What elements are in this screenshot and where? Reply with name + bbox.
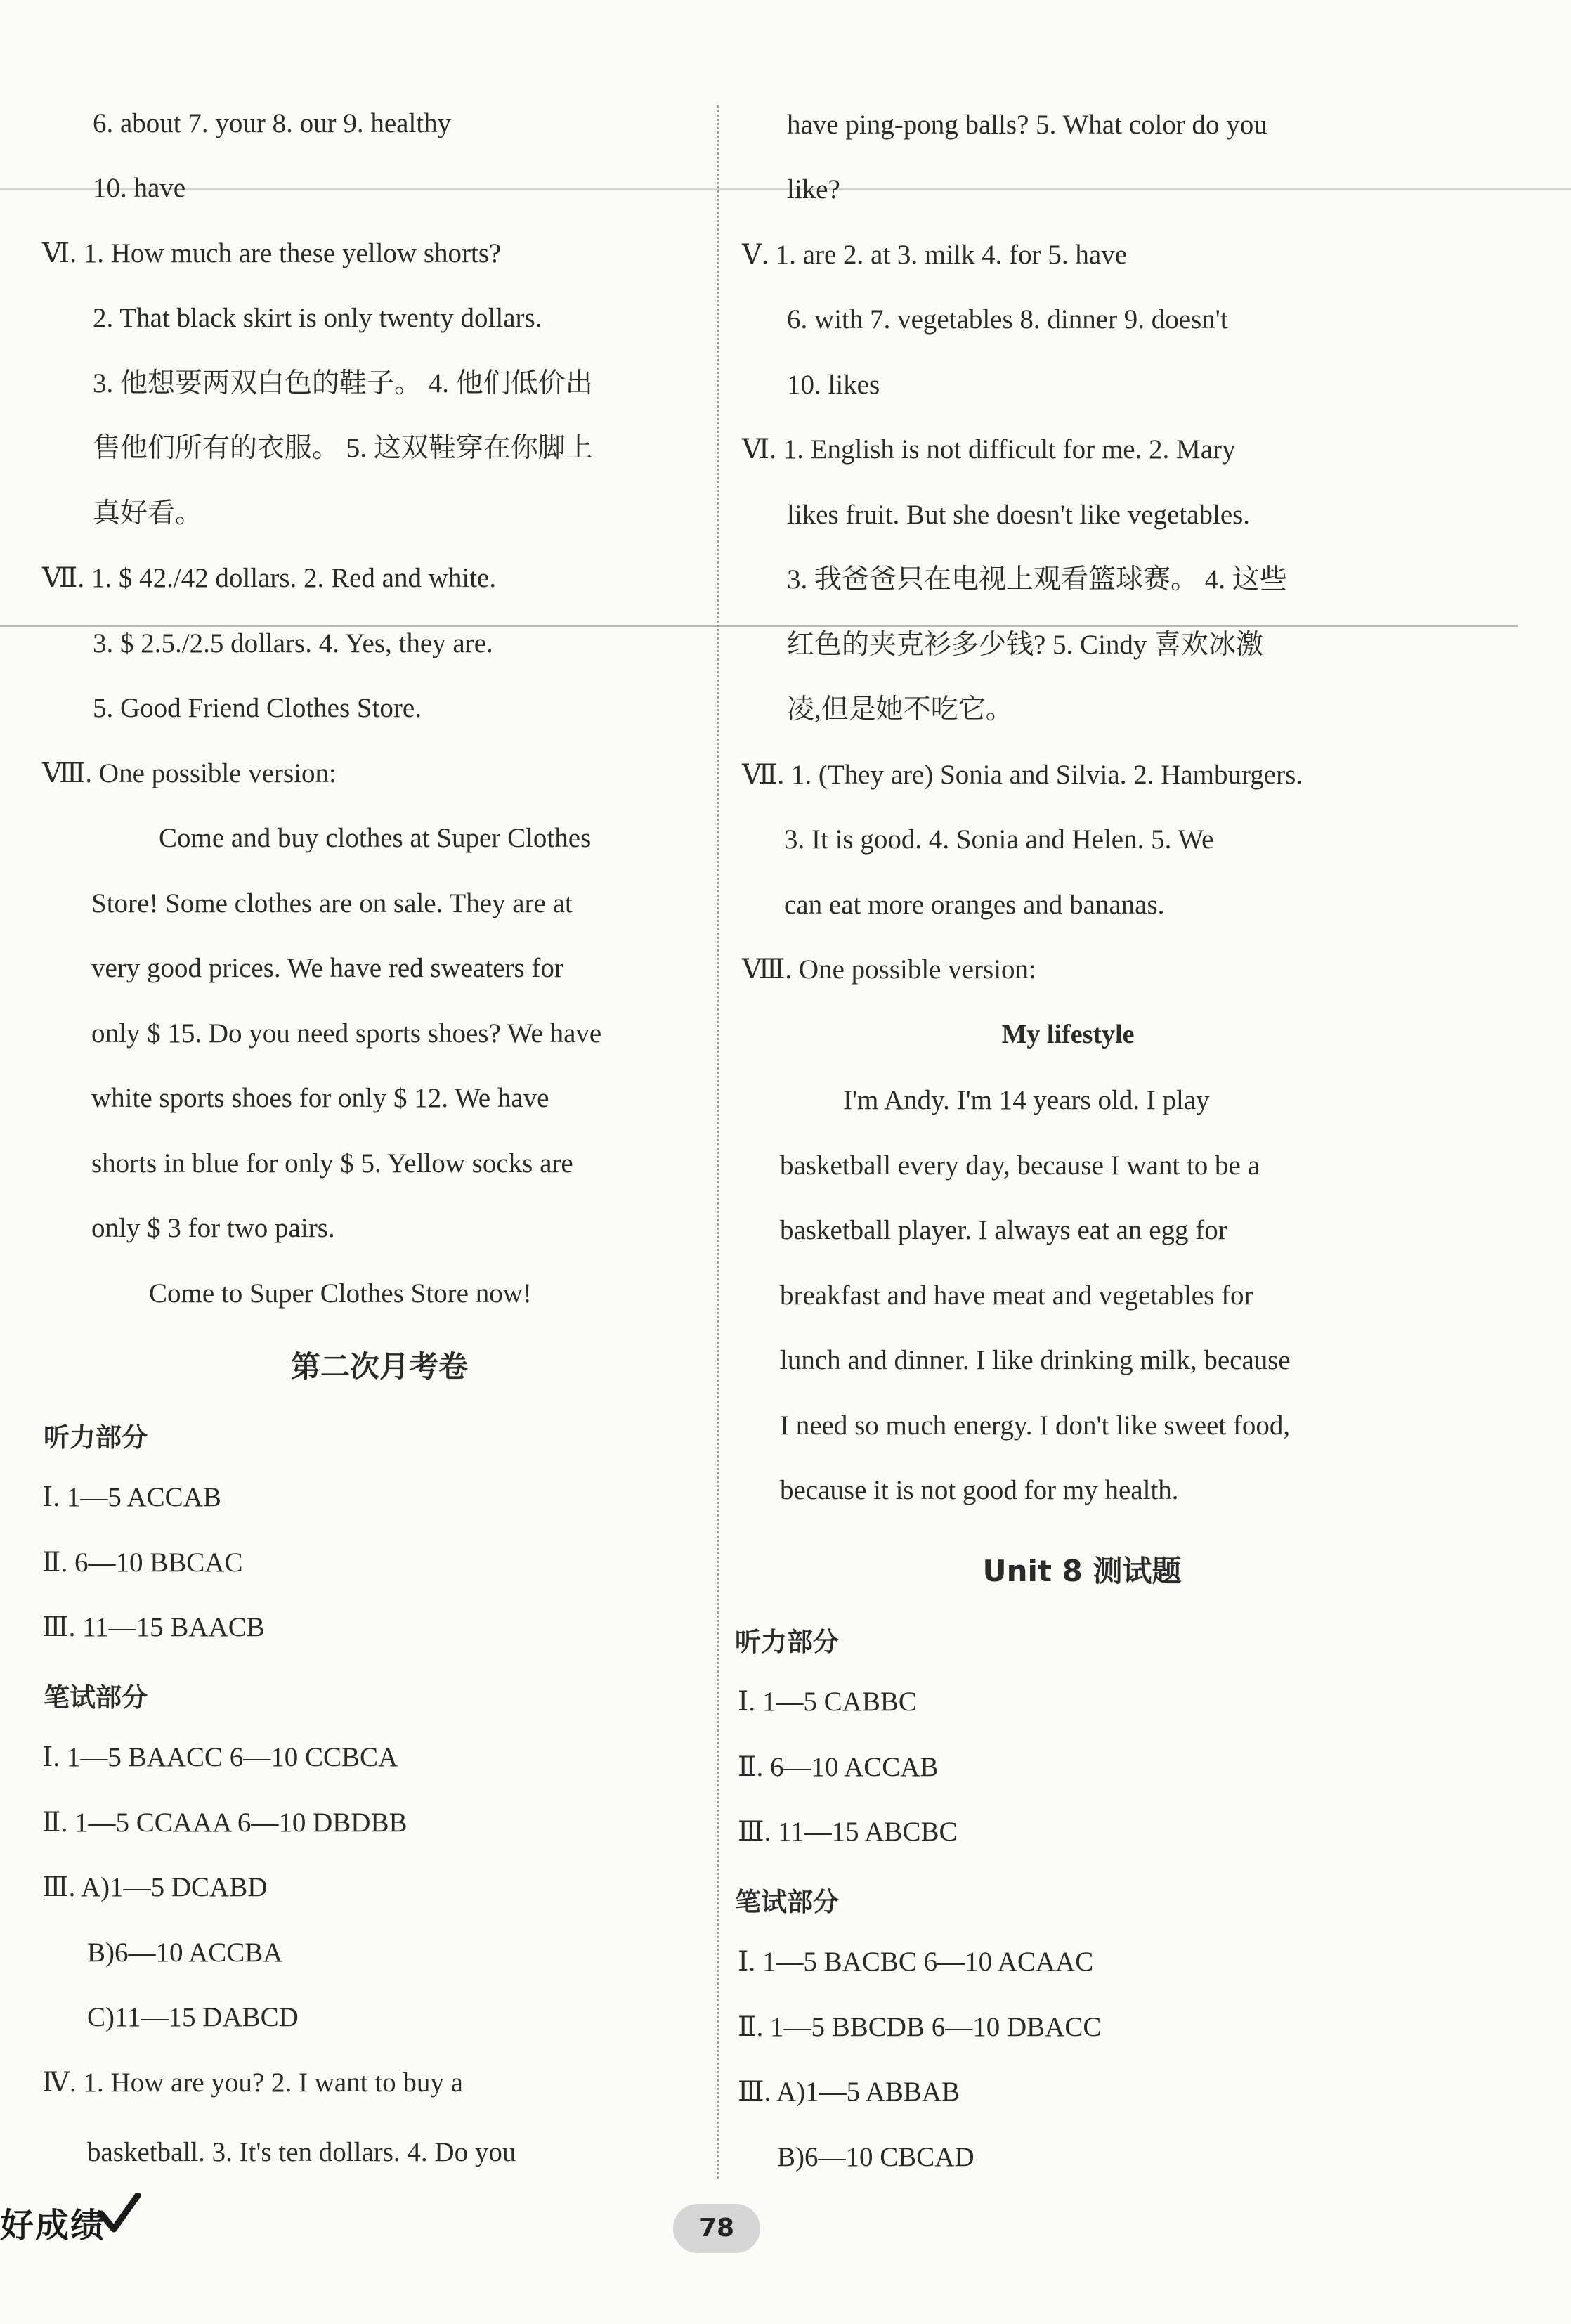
section-viii: Ⅷ. One possible version:	[42, 758, 337, 788]
answer-line: 3. $ 2.5./2.5 dollars. 4. Yes, they are.	[93, 628, 493, 658]
brand-logo-text: 好成绩	[0, 2206, 106, 2245]
answer-line: 售他们所有的衣服。 5. 这双鞋穿在你脚上	[93, 433, 593, 463]
checkmark-icon	[98, 2193, 141, 2235]
answer-line: Ⅲ. 11—15 BAACB	[42, 1612, 265, 1642]
section-v: Ⅴ. 1. are 2. at 3. milk 4. for 5. have	[742, 240, 1128, 270]
essay-line: Come and buy clothes at Super Clothes	[159, 823, 592, 853]
column-divider	[717, 105, 719, 2179]
answer-line: 6. with 7. vegetables 8. dinner 9. doesn't	[787, 304, 1228, 335]
answer-line: 3. 我爸爸只在电视上观看篮球赛。 4. 这些	[787, 564, 1287, 595]
answer-line: Ⅰ. 1—5 BACBC 6—10 ACAAC	[738, 1947, 1094, 1977]
writing-subheading: 笔试部分	[735, 1887, 839, 1917]
essay-line: I'm Andy. I'm 14 years old. I play	[843, 1085, 1210, 1115]
answer-line: 6. about 7. your 8. our 9. healthy	[93, 108, 452, 138]
answer-line: 3. It is good. 4. Sonia and Helen. 5. We	[784, 824, 1214, 855]
essay-closing: Come to Super Clothes Store now!	[149, 1278, 532, 1309]
answer-line: Ⅲ. A)1—5 DCABD	[42, 1872, 268, 1902]
answer-line: Ⅰ. 1—5 CABBC	[738, 1687, 917, 1717]
answer-line: 3. 他想要两双白色的鞋子。 4. 他们低价出	[93, 368, 593, 398]
answer-line: Ⅱ. 1—5 BBCDB 6—10 DBACC	[738, 2012, 1102, 2042]
section-iv: Ⅳ. 1. How are you? 2. I want to buy a	[42, 2067, 463, 2098]
listening-subheading: 听力部分	[44, 1422, 148, 1453]
essay-line: only $ 15. Do you need sports shoes? We have	[91, 1018, 602, 1049]
answer-line: B)6—10 CBCAD	[777, 2142, 974, 2172]
page-number: 78	[673, 2204, 760, 2253]
answer-line: 5. Good Friend Clothes Store.	[93, 693, 422, 723]
section-vii: Ⅶ. 1. (They are) Sonia and Silvia. 2. Hamburgers.	[742, 760, 1303, 790]
answer-line: Ⅱ. 1—5 CCAAA 6—10 DBDBB	[42, 1807, 408, 1838]
section-vi: Ⅵ. 1. English is not difficult for me. 2. Mary	[742, 434, 1236, 465]
essay-line: shorts in blue for only $ 5. Yellow socks are	[91, 1148, 573, 1179]
answer-line: like?	[787, 174, 840, 205]
essay-line: breakfast and have meat and vegetables for	[780, 1280, 1253, 1311]
answer-line: Ⅲ. 11—15 ABCBC	[738, 1817, 958, 1847]
page-section-heading: Unit 8 测试题	[982, 1554, 1182, 1588]
answer-line: Ⅱ. 6—10 BBCAC	[42, 1547, 243, 1578]
answer-line: can eat more oranges and bananas.	[784, 890, 1165, 920]
essay-line: very good prices. We have red sweaters for	[91, 953, 563, 983]
answer-line: 10. likes	[787, 370, 880, 400]
essay-line: because it is not good for my health.	[780, 1475, 1179, 1505]
answer-line: Ⅰ. 1—5 BAACC 6—10 CCBCA	[42, 1742, 398, 1772]
answer-line: 红色的夹克衫多少钱? 5. Cindy 喜欢冰激	[787, 630, 1264, 660]
answer-line: likes fruit. But she doesn't like vegetables.	[787, 500, 1251, 530]
answer-line: C)11—15 DABCD	[87, 2002, 299, 2032]
answer-line: 2. That black skirt is only twenty dollars.	[93, 303, 542, 333]
essay-title: My lifestyle	[1001, 1020, 1135, 1049]
answer-line: 10. have	[93, 173, 186, 203]
essay-line: basketball player. I always eat an egg for	[780, 1215, 1227, 1245]
essay-line: basketball every day, because I want to be a	[780, 1150, 1260, 1181]
answer-line: 真好看。	[93, 498, 203, 528]
scan-line-top	[0, 188, 1571, 190]
listening-subheading: 听力部分	[735, 1627, 839, 1657]
answer-line: 凌,但是她不吃它。	[787, 694, 1013, 725]
answer-line: Ⅱ. 6—10 ACCAB	[738, 1752, 939, 1782]
section-viii: Ⅷ. One possible version:	[742, 954, 1036, 985]
section-vii: Ⅶ. 1. $ 42./42 dollars. 2. Red and white.	[42, 563, 497, 593]
answer-line: have ping-pong balls? 5. What color do you	[787, 110, 1267, 140]
writing-subheading: 笔试部分	[44, 1682, 148, 1713]
section-vi: Ⅵ. 1. How much are these yellow shorts?	[42, 238, 502, 268]
page-section-heading: 第二次月考卷	[290, 1349, 468, 1384]
essay-line: only $ 3 for two pairs.	[91, 1213, 335, 1243]
answer-line: basketball. 3. It's ten dollars. 4. Do you	[87, 2137, 516, 2167]
essay-line: I need so much energy. I don't like sweet food,	[780, 1410, 1291, 1441]
essay-line: white sports shoes for only $ 12. We have	[91, 1083, 549, 1113]
essay-line: Store! Some clothes are on sale. They are at	[91, 888, 573, 918]
answer-line: B)6—10 ACCBA	[87, 1937, 283, 1968]
answer-line: Ⅰ. 1—5 ACCAB	[42, 1482, 221, 1512]
answer-line: Ⅲ. A)1—5 ABBAB	[738, 2077, 960, 2107]
essay-line: lunch and dinner. I like drinking milk, because	[780, 1345, 1291, 1375]
